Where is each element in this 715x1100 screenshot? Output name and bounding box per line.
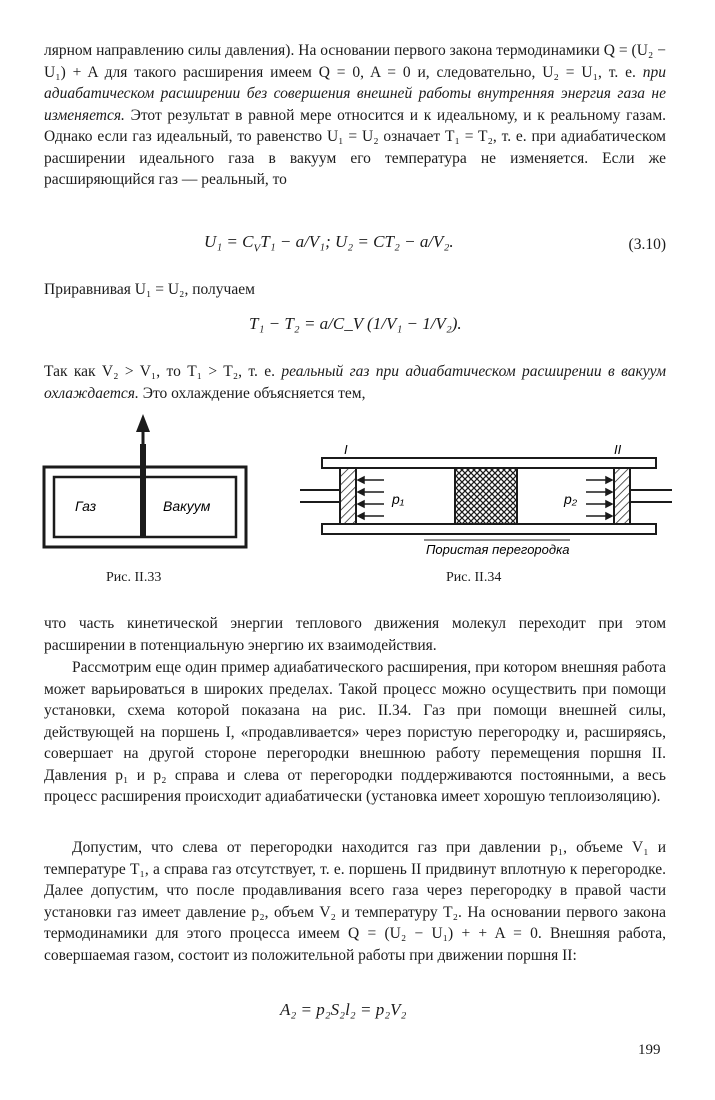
p3-head-text: Так как V₂ > V₁, то T₁ > T₂, т. е. — [44, 363, 275, 380]
equation-dT-body: T₁ − T₂ = a/C_V (1/V₁ − 1/V₂). — [249, 314, 462, 333]
paragraph-kinetic-energy — [44, 613, 666, 656]
label-piston-II: II — [614, 442, 622, 457]
porous-partition — [455, 468, 517, 524]
label-p2: p₂ — [564, 491, 578, 507]
paragraph-cooling — [44, 361, 666, 404]
p4-text: что часть кинетической энергии теплового движения молекул переходит при этом расширении в потенциальную энергию их взаимодействия. — [44, 615, 666, 654]
arrow-up-icon — [136, 414, 150, 432]
piston-I — [340, 468, 356, 524]
p2-text: Приравнивая U₁ = U₂, получаем — [44, 281, 255, 298]
equation-number: (3.10) — [628, 236, 666, 253]
paragraph-first-law — [44, 40, 666, 191]
equation-3-10 — [44, 232, 666, 266]
partition-rod — [140, 444, 146, 536]
p5-text: Рассмотрим еще один пример адиабатического расширения, при котором внешняя работа может варьироваться в широких пределах. Такой процесс можно осуществить при помощи установки, схема которой показана на рис. II.34. Газ при помощи внешней силы, действующей на поршень I, «продавливается» через пористую перегородку и, расширяясь, совершает на другой стороне перегородки внешнюю работу перемещения поршня II. Давления p₁ и p₂ справа и слева от перегородки поддерживаются постоянными, а весь процесс расширения происходит адиабатически (установка имеет хорошую теплоизоляцию). — [44, 659, 666, 805]
p3-tail-text: Это охлаждение объясняется тем, — [142, 384, 366, 402]
paragraph-process-analysis — [44, 837, 666, 966]
p1-tail-text: Этот результат в равной мере относится и к идеальному, и к реальному газам. Однако если газ идеальный, то равенство U₁ = U₂ означает T₁ = T₂, т. е. при адиабатическом расширении идеального газа в вакуум его температура не изменяется. Если же расширяющийся газ — реальный, то — [44, 106, 667, 188]
figure-ii-34 — [300, 440, 675, 570]
arrow-shaft — [142, 430, 145, 446]
label-vacuum: Вакуум — [163, 498, 211, 514]
pressure-arrows-left — [358, 477, 384, 519]
pressure-arrows-right — [586, 477, 612, 519]
tube-top-wall — [322, 458, 656, 468]
page-number: 199 — [638, 1042, 661, 1058]
equation-A2-body: A₂ = p₂S₂l₂ = p₂V₂ — [280, 1000, 407, 1019]
label-piston-I: I — [344, 442, 348, 457]
caption-fig-ii-33: Рис. II.33 — [106, 570, 162, 585]
paragraph-equating — [44, 279, 666, 301]
paragraph-throttling-setup — [44, 657, 666, 808]
p6-text: Допустим, что слева от перегородки находится газ при давлении p₁, объеме V₁ и температуре T₁, а справа газ отсутствует, т. е. поршень II придвинут вплотную к перегородке. Далее допустим, что после продавливания всего газа через перегородку в правой части установки газ имеет давление p₂, объем V₂ и температуру T₂. На основании первого закона термодинамики для этого процесса имеем Q = (U₂ − U₁) + + A = 0. Внешняя работа, совершаемая газом, состоит из положительной работы при движении поршня II: — [44, 839, 666, 964]
caption-fig-ii-34: Рис. II.34 — [446, 570, 502, 585]
piston-II — [614, 468, 630, 524]
equation-temperature-difference — [44, 314, 666, 348]
label-gas: Газ — [75, 498, 97, 514]
label-p1: p₁ — [392, 491, 405, 507]
label-porous-partition: Пористая перегородка — [426, 542, 570, 557]
p3-italic-text: реальный газ при адиабатическом расширении в вакуум охлаждается. — [44, 363, 666, 402]
p1-italic-text: при адиабатическом расширении без совершения внешней работы внутренняя энергия газа не изменяется. — [44, 63, 667, 124]
equation-3-10-body: $U_1 = C_VT_1 - a/V_1$; U₂ = CT₂ − a/V₂. — [204, 232, 454, 255]
tube-bottom-wall — [322, 524, 656, 534]
equation-work-A2 — [44, 1000, 666, 1034]
p1-text: лярном направлению силы давления). На основании первого закона термодинамики Q = (U₂ − U₁) + A для такого расширения имеем Q = 0, A = 0 и, следовательно, U₂ = U₁, т. е. — [44, 42, 666, 81]
figure-ii-33 — [40, 410, 255, 555]
